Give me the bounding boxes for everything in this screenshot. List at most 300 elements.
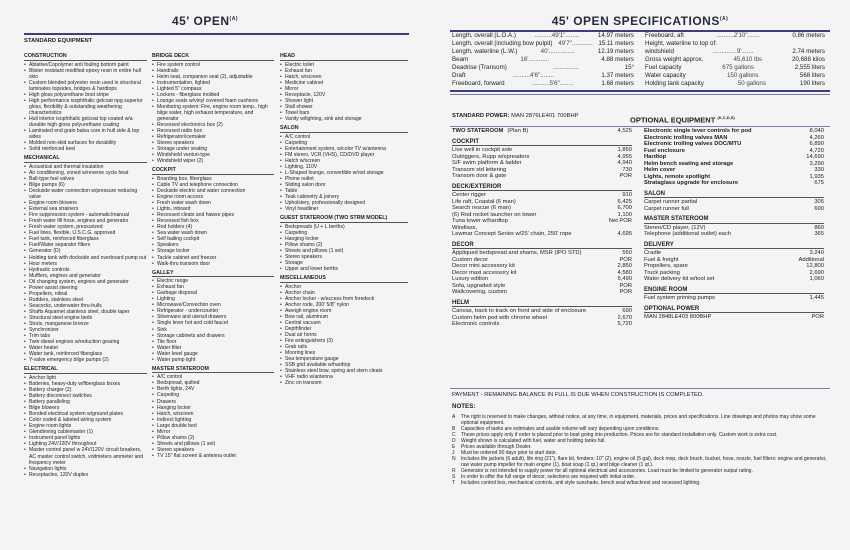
option-price: 690 [814, 205, 824, 212]
option-price: 365 [814, 231, 824, 237]
option-section-heading: COCKPIT [452, 139, 632, 147]
option-row [452, 231, 632, 238]
option-price: 4,525 [617, 128, 632, 134]
option-price: 6,890 [809, 141, 824, 147]
option-label: Lewmar Concept Series w/25' chain, 250' rope [452, 231, 572, 237]
spec-label: Freeboard, aft [645, 32, 684, 39]
equipment-item: • Silverware and utensil drawers [152, 314, 274, 320]
spec-row [452, 64, 634, 72]
equipment-item: • Battery paralleling [24, 399, 147, 405]
equipment-item: • Water level gauge [152, 351, 274, 357]
equipment-item: • Water heater [24, 345, 147, 351]
equipment-item: • Recessed cleats and hawse pipes [152, 212, 274, 218]
spec-imperial: ..........49'1"........ [534, 32, 580, 39]
equipment-item: • L-Shaped lounge, convertible w/rod storage [280, 170, 408, 176]
option-label: Appliqued bedspread and shams, MSR (IPO STD) [452, 250, 582, 256]
equipment-item: • Electric toilet [280, 62, 408, 68]
note-key: C [452, 432, 456, 438]
equipment-item: • Windshield venturi-type [152, 152, 274, 158]
option-label: Wallcovering, custom [452, 289, 507, 295]
option-sub: (Plan B) [507, 128, 529, 134]
payment-text: PAYMENT - REMAINING BALANCE IN FULL IS DUE WHEN CONSTRUCTION IS COMPLETED. [452, 392, 704, 398]
equipment-item: • Zinc on transom [280, 380, 408, 386]
note-key: N [452, 456, 456, 462]
option-label: S/F swim platform & ladder [452, 160, 522, 166]
option-section-heading: SALON [644, 191, 824, 199]
option-label: Helm bench seating and storage [644, 160, 734, 167]
equipment-item: • Storage cabinets and drawers [152, 333, 274, 339]
note-text: Prices available through Dealer. [461, 444, 532, 450]
section-heading: ELECTRICAL [24, 366, 147, 374]
equipment-item: • Lounge seats w/vinyl covered foam cushions [152, 98, 274, 104]
option-price: 4,940 [617, 160, 632, 166]
spec-label: Water capacity [645, 72, 686, 79]
spec-label: Freeboard, forward [452, 80, 505, 87]
equipment-item: • Dockside electric and water connection [152, 188, 274, 194]
equipment-item: • Pillow shams (2) [152, 435, 274, 441]
option-price: 305 [814, 199, 824, 205]
option-price: POR [619, 282, 632, 289]
specs-right [645, 32, 825, 88]
equipment-item: • Sea water wash down [152, 230, 274, 236]
note-item [452, 480, 827, 486]
equipment-item: • Mufflers, engines and generator [24, 273, 147, 279]
note-text: These prices apply only if order is placed prior to boat going into production. Prices are for standard installation only. Custom work is extra cost. [461, 432, 778, 438]
spec-row [645, 32, 825, 40]
equipment-item: • Entertainment system, w/color TV w/antenna [280, 146, 408, 152]
equipment-item: • A/C control [280, 134, 408, 140]
option-row [452, 289, 632, 296]
equipment-item: • Power assist steering [24, 285, 147, 291]
optional-col-2 [644, 128, 824, 321]
equipment-item: • Water filter [152, 345, 274, 351]
spec-imperial: 49'7"............ [558, 40, 593, 47]
optional-equipment-heading: OPTIONAL EQUIPMENT $^{(K,C,D,S)}$ [630, 115, 735, 125]
option-section-heading: OPTIONAL POWER [644, 306, 824, 314]
equipment-item: • Sheets and pillows (1 set) [152, 441, 274, 447]
spec-label: Length, waterline (L.W.) [452, 48, 518, 55]
spec-value: 2.74 meters [792, 48, 825, 55]
equipment-list [24, 164, 147, 364]
equipment-item: • Rudders, stainless steel [24, 297, 147, 303]
equipment-item: • Table [280, 188, 408, 194]
equipment-item: • Bilge pumps (6) [24, 182, 147, 188]
spec-imperial: ..........4'6"........ [512, 72, 554, 79]
spec-row [452, 56, 634, 64]
option-label: TWO STATEROOM [452, 128, 504, 134]
option-price: 550 [622, 250, 632, 256]
equipment-item: • Bedspreads (U + L berths) [280, 224, 408, 230]
note-text: Includes life jackets (6 adult), life ring (21"), flare kit, fenders: 10" (2), engine oil (5 gal), deck mop, deck brush, bucket, hose, nozzle, fuel filters: engine and generator, raw water pump impeller for main engine (1), boat soap (1 qt.) and bilge cleaner (1 qt.). [461, 456, 827, 468]
option-price: 1,060 [809, 276, 824, 282]
equipment-item: • Hanging locker [152, 405, 274, 411]
equipment-item: • Bonded electrical system w/ground plates [24, 411, 147, 417]
specs-left [452, 32, 634, 88]
equipment-item: • Monitoring system: Fire, engine room temp., high bilge water, high exhaust temperature, and generator [152, 104, 274, 122]
option-price: 2,670 [617, 314, 632, 321]
notes-list [452, 414, 827, 486]
equipment-item: • Exhaust fan [152, 284, 274, 290]
spec-value: 12.19 meters [597, 48, 634, 55]
option-label: Transom std lettering [452, 166, 507, 173]
option-price: 730 [622, 166, 632, 173]
option-label: Custom helm pod with chrome wheel [452, 314, 548, 321]
section-heading: BRIDGE DECK [152, 53, 274, 61]
equipment-item: • Holding tank with dockside and overboard pump out [24, 255, 147, 261]
equipment-item: • Fuel lines, flexible, U.S.C.G. approved [24, 230, 147, 236]
equipment-item: • Teak cabinetry & joinery [280, 194, 408, 200]
equipment-list [280, 134, 408, 213]
note-text: Includes control box, mechanical controls, anti style sunshade, bench seat w/backrest and recessed lighting. [461, 480, 701, 486]
equipment-item: • Grab rails [280, 344, 408, 350]
notes-heading: NOTES: [452, 403, 476, 410]
option-section-heading: ENGINE ROOM [644, 287, 824, 295]
standard-equipment-heading: STANDARD EQUIPMENT [24, 38, 93, 44]
equipment-item: • Carpeting [152, 392, 274, 398]
option-label: Decor maxi accessory kit [452, 269, 517, 276]
option-label: Carpet runner full [644, 205, 689, 212]
equipment-item: • Shafts Aquamet stainless steel, double taper [24, 309, 147, 315]
equipment-item: • Tile floor [152, 339, 274, 345]
option-label: Windlass, [452, 224, 478, 231]
option-price: POR [619, 256, 632, 263]
spec-label: Length, overall (including bow pulpit) [452, 40, 553, 47]
equipment-item: • Stainless steel bow, spring and stern cleats [280, 368, 408, 374]
option-price: 8,040 [809, 128, 824, 134]
equipment-item: • Vanity w/lighting, sink and storage [280, 116, 408, 122]
equipment-item: • Anchor locker - w/access from foredeck [280, 296, 408, 302]
option-label: Propellers, spare [644, 263, 688, 269]
note-key: R [452, 468, 456, 474]
equipment-item: • Batteries, heavy-duty w/fiberglass boxes [24, 381, 147, 387]
note-key: S [452, 474, 456, 480]
spec-imperial: ..............9'....... [712, 48, 754, 55]
section-heading: MASTER STATEROOM [152, 366, 274, 374]
equipment-item: • Engine room blowers [24, 200, 147, 206]
option-label: Telephone (additional outlet) each [644, 231, 732, 237]
option-label: Canvas, track to track on front and side of enclosure [452, 308, 587, 314]
spec-row [645, 56, 825, 64]
equipment-item: • Microwave/Convection oven [152, 302, 274, 308]
equipment-item: • Instrumentation, lighted [152, 80, 274, 86]
equipment-item: • Twin diesel engines w/reduction gearing [24, 339, 147, 345]
option-price: 330 [814, 167, 824, 173]
equipment-item: • Hull interior isophthalic gelcoat top coated w/a durable high gloss polyurethane coating [24, 116, 147, 128]
equipment-item: • FM stereo, VCR (VHS), CD/DVD player [280, 152, 408, 158]
equipment-item: • Fuel/Water separator filters [24, 242, 147, 248]
equipment-item: • High gloss polyurethane boot stripe [24, 92, 147, 98]
option-label: (6) Rod rocket launcher on tower [452, 211, 537, 218]
equipment-item: • Water pump light [152, 357, 274, 363]
note-text: Must be ordered 90 days prior to start date. [461, 450, 557, 456]
spec-row [452, 48, 634, 56]
spec-imperial: ..........2'10"....... [716, 32, 760, 39]
spec-label: windshield [645, 48, 674, 55]
spec-row [645, 64, 825, 72]
section-heading: COCKPIT [152, 167, 274, 175]
equipment-item: • Lockers - fiberglass molded [152, 92, 274, 98]
equipment-item: • Medicine cabinet [280, 80, 408, 86]
equipment-item: • Mirror [280, 86, 408, 92]
equipment-item: • Fire suppression system - automatic/manual [24, 212, 147, 218]
section-heading: GUEST STATEROOM (TWO STRM MODEL) [280, 215, 408, 223]
equipment-item: • Storage locker [152, 248, 274, 254]
option-price: 14,690 [806, 154, 824, 160]
equipment-item: • TV 15" flat screen & antenna outlet [152, 453, 274, 459]
equipment-item: • Navigation lights [24, 466, 147, 472]
spec-row [645, 72, 825, 80]
option-row [644, 180, 824, 187]
option-price: 4,720 [809, 147, 824, 154]
spec-row [452, 72, 634, 80]
equipment-item: • Fresh water fill hose, engines and generator [24, 218, 147, 224]
equipment-item: • Fresh water system, pressurized [24, 224, 147, 230]
equipment-item: • Hatch w/screen [280, 158, 408, 164]
option-label: Luxury edition [452, 276, 489, 282]
spec-row [452, 40, 634, 48]
option-label: Tuna tower w/hardtop [452, 218, 508, 224]
note-key: J [452, 450, 455, 456]
equipment-item: • Oil changing system, engines and generator [24, 279, 147, 285]
spec-label: Height, waterline to top of: [645, 40, 717, 47]
equipment-item: • Berth lights, 24V [152, 386, 274, 392]
spec-imperial: 40'............... [540, 48, 575, 55]
equipment-list [24, 62, 147, 153]
option-price: Net POR [608, 218, 632, 224]
spec-imperial: 16'............ [520, 56, 550, 63]
option-label: Electronic trolling valves DOC/MTU [644, 141, 742, 147]
note-item [452, 414, 827, 426]
option-label: MAN 2848LE403 800BHP [644, 314, 712, 320]
spec-label: Draft [452, 72, 466, 79]
equipment-item: • Depthfinder [280, 326, 408, 332]
equipment-item: • Electric range [152, 278, 274, 284]
spec-label: Holding tank capacity [645, 80, 704, 87]
option-label: Search rescue (6 man) [452, 205, 511, 211]
option-price: 4,695 [617, 231, 632, 237]
spec-value: 1.37 meters [601, 72, 634, 79]
option-price: 2,690 [809, 269, 824, 276]
equipment-item: • Drawers [152, 399, 274, 405]
note-key: E [452, 444, 456, 450]
spec-row [645, 80, 825, 88]
equipment-item: • Lighting [152, 296, 274, 302]
equipment-list [152, 374, 274, 459]
equipment-item: • Refrigerator - undercounter [152, 308, 274, 314]
spec-value: 14.97 meters [597, 32, 634, 39]
equipment-item: • Fire extinguishers (3) [280, 338, 408, 344]
equipment-item: • Blister resistant modified epoxy resin in entire hull skin [24, 68, 147, 80]
equipment-item: • Propellers, nibral [24, 291, 147, 297]
note-key: D [452, 438, 456, 444]
std-col-3 [280, 52, 408, 389]
spec-label: Gross weight approx. [645, 56, 704, 63]
std-col-1 [24, 52, 147, 481]
note-item [452, 456, 827, 468]
option-row [452, 128, 632, 135]
equipment-item: • Tackle cabinet and freezer [152, 255, 274, 261]
equipment-list [152, 278, 274, 363]
section-heading: CONSTRUCTION [24, 53, 147, 61]
equipment-list [280, 224, 408, 272]
equipment-item: • Seacocks, underwater thru-hulls [24, 303, 147, 309]
equipment-item: • Rod holders (4) [152, 224, 274, 230]
equipment-item: • Dockside water connection w/pressure reducing valve [24, 188, 147, 200]
equipment-item: • Anchor [280, 284, 408, 290]
payment-rule [450, 388, 830, 389]
equipment-item: • Speakers [152, 242, 274, 248]
option-price: 690 [622, 308, 632, 314]
equipment-item: • Pillow shams (2) [280, 242, 408, 248]
equipment-item: • Single lever hot and cold faucet [152, 320, 274, 326]
option-price: 4,260 [809, 134, 824, 141]
option-price: 5,490 [617, 276, 632, 282]
spec-value: 568 liters [799, 72, 825, 79]
equipment-item: • Boarding box, fiberglass [152, 176, 274, 182]
equipment-item: • Hatch, w/screen [152, 411, 274, 417]
option-row [644, 276, 824, 283]
equipment-item: • Shower light [280, 98, 408, 104]
equipment-item: • Air conditioning, zoned w/reverse cycle heat [24, 170, 147, 176]
equipment-item: • Sink [152, 327, 274, 333]
equipment-item: • Y-valve emergency bilge pumps (2) [24, 357, 147, 363]
standard-power: STANDARD POWER: MAN 2876LE401 700BHP [452, 113, 579, 119]
option-price: 6,700 [617, 205, 632, 211]
option-price: 4,955 [617, 153, 632, 160]
equipment-item: • Engine room access [152, 194, 274, 200]
option-label: Water delivery kit w/tool set [644, 276, 715, 282]
equipment-item: • Recessed fish box [152, 218, 274, 224]
equipment-item: • Battery charger (2) [24, 387, 147, 393]
equipment-list [24, 375, 147, 478]
section-heading: SALON [280, 125, 408, 133]
equipment-item: • External sea strainers [24, 206, 147, 212]
equipment-item: • Acoustical and thermal insulation [24, 164, 147, 170]
equipment-item: • VHF radio w/antenna [280, 374, 408, 380]
equipment-item: • Stall shower [280, 104, 408, 110]
equipment-item: • Receptacle, 120V [280, 92, 408, 98]
spec-value: 2,555 liters [794, 64, 825, 71]
equipment-item: • Ball-type fuel valves [24, 176, 147, 182]
section-heading: MISCELLANEOUS [280, 275, 408, 283]
equipment-item: • Hanging locker [280, 236, 408, 242]
note-text: Capacities of tanks are estimates and usable volume will vary depending upon conditions. [461, 426, 660, 432]
spec-value: 1.68 meters [601, 80, 634, 87]
option-price: POR [619, 289, 632, 295]
note-text: Weight shown is calculated with fuel, water and holding tanks full. [461, 438, 606, 444]
note-text: The right is reserved to make changes, without notice, at any time, in equipment, materials, prices and specifications. Line drawings and photos may show some optional equipment. [461, 414, 816, 426]
option-label: Electronic trolling valves MAN [644, 134, 728, 141]
option-price: 12,800 [806, 263, 824, 269]
spec-value: 15° [624, 64, 634, 71]
option-section-heading: HELM [452, 300, 632, 308]
equipment-item: • Exhaust fan [280, 68, 408, 74]
equipment-item: • Lighting 24V/120V throughout [24, 441, 147, 447]
option-price: 1,850 [617, 147, 632, 153]
equipment-list [280, 284, 408, 387]
option-row [452, 173, 632, 180]
equipment-item: • Glendinning cablemaster (1) [24, 429, 147, 435]
option-section-heading: DECOR [452, 242, 632, 250]
equipment-item: • Molded non-skid surfaces for durability [24, 140, 147, 146]
specs-rule-thin [450, 94, 830, 95]
equipment-item: • Synchronizer [24, 327, 147, 333]
spec-imperial: ..........5'6"........ [532, 80, 574, 87]
option-price: POR [811, 314, 824, 320]
equipment-item: • Bedspread, quilted [152, 380, 274, 386]
equipment-item: • Self bailing cockpit [152, 236, 274, 242]
equipment-item: • Instrument panel lights [24, 435, 147, 441]
equipment-item: • Solid reinforced keel [24, 146, 147, 152]
equipment-item: • Water tank, reinforced fiberglass [24, 351, 147, 357]
equipment-item: • Sliding salon door [280, 182, 408, 188]
equipment-item: • Structural steel engine beds [24, 315, 147, 321]
note-key: T [452, 480, 456, 486]
equipment-item: • Mirror [152, 429, 274, 435]
option-label: Truck packing [644, 269, 680, 276]
equipment-item: • Stereo speakers [152, 140, 274, 146]
page-title-right: 45' OPEN $SPECIFICATIONS^{(A)}$ [551, 14, 729, 28]
equipment-item: • Laminated end grain balsa core in hull side & top sides [24, 128, 147, 140]
equipment-item: • Large double bed [152, 423, 274, 429]
equipment-item: • Windshield wiper (2) [152, 158, 274, 164]
equipment-item: • Fuel tank, reinforced fiberglass [24, 236, 147, 242]
option-row [644, 206, 824, 213]
equipment-item: • Refrigerator/icemaker [152, 134, 274, 140]
option-label: Fuel system priming pumps [644, 295, 715, 301]
spec-row [645, 40, 825, 48]
equipment-item: • Bilge blowers [24, 405, 147, 411]
equipment-item: • Custom blended polyester resin used in structural laminates topsides, bridges & hardtops [24, 80, 147, 92]
equipment-item: • Storage [280, 260, 408, 266]
option-label: Fuel enclosure [644, 147, 685, 154]
equipment-item: • Indirect lighting [152, 417, 274, 423]
option-label: Custom decor [452, 256, 489, 263]
spec-value: 0.86 meters [792, 32, 825, 39]
equipment-item: • Struts, manganese bronze [24, 321, 147, 327]
equipment-item: • Color coded & labeled wiring system [24, 417, 147, 423]
specs-rule [450, 90, 830, 92]
spec-value: 15.11 meters [598, 40, 634, 47]
option-price: 910 [622, 192, 632, 198]
option-label: Carpet runner partial [644, 199, 698, 205]
equipment-item: • SSB grid available w/hardtop [280, 362, 408, 368]
equipment-item: • Storage under seating [152, 146, 274, 152]
equipment-item: • Bow rail, aluminum [280, 314, 408, 320]
option-label: Cradle [644, 250, 662, 256]
note-text: In order to offer the full range of decor, selections are required with initial order. [461, 474, 636, 480]
spec-label: Deadrise (Transom) [452, 64, 507, 71]
equipment-list [152, 176, 274, 267]
equipment-item: • Aweigh engine room [280, 308, 408, 314]
equipment-item: • Mooring lines [280, 350, 408, 356]
option-label: Decor mini accessory kit [452, 263, 515, 269]
equipment-item: • Hydraulic controls [24, 267, 147, 273]
equipment-item: • Walk-thru transom door [152, 261, 274, 267]
spec-imperial: 45,610 lbs [733, 56, 762, 63]
equipment-item: • Recessed electronics box (2) [152, 122, 274, 128]
equipment-item: • Phone outlet [280, 176, 408, 182]
note-key: A [452, 414, 456, 420]
equipment-item: • Carpeting [280, 140, 408, 146]
spec-imperial: 675 gallons [722, 64, 754, 71]
option-label: Hardtop [644, 154, 667, 160]
spec-label: Beam [452, 56, 469, 63]
equipment-item: • Fresh water wash down [152, 200, 274, 206]
spec-label: Fuel capacity [645, 64, 682, 71]
option-label: Electronic controls [452, 321, 500, 327]
equipment-item: • Generator (D) [24, 248, 147, 254]
